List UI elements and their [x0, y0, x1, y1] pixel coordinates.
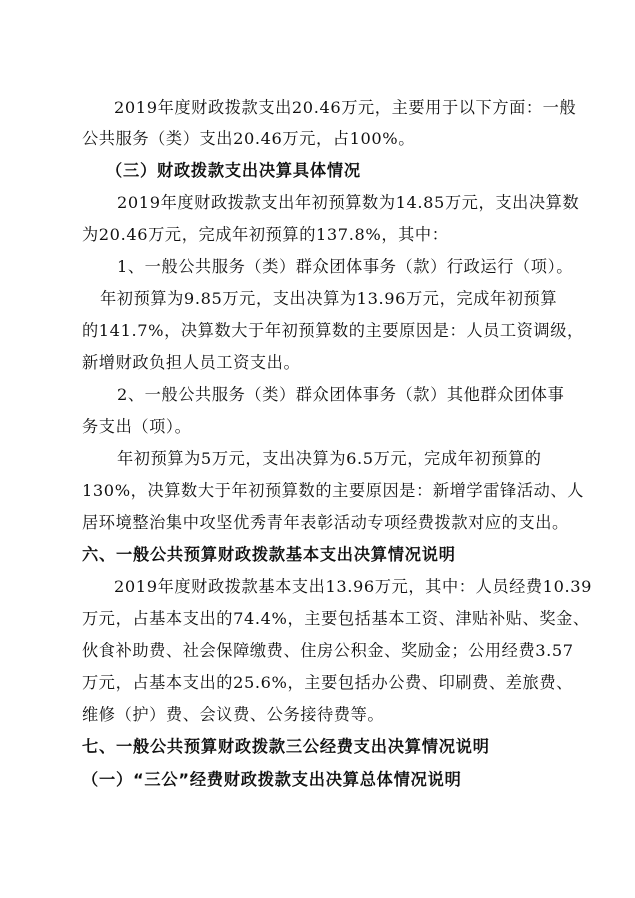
paragraph-line: 的141.7%，决算数大于年初预算数的主要原因是：人员工资调级， — [82, 321, 584, 340]
paragraph-line: 2019年度财政拨款基本支出13.96万元，其中：人员经费10.39 — [114, 577, 593, 596]
subsection-heading: （三）财政拨款支出决算具体情况 — [106, 161, 361, 180]
paragraph-line: 公共服务（类）支出20.46万元，占100%。 — [82, 129, 416, 148]
paragraph-line: 为20.46万元，完成年初预算的137.8%，其中： — [82, 225, 449, 244]
paragraph-line: 居环境整治集中攻坚优秀青年表彰活动专项经费拨款对应的支出。 — [82, 513, 569, 532]
paragraph-line: 务支出（项）。 — [82, 417, 192, 436]
section-heading: 七、一般公共预算财政拨款三公经费支出决算情况说明 — [82, 737, 490, 756]
subsection-heading: （一）“三公”经费财政拨款支出决算总体情况说明 — [82, 770, 462, 789]
section-heading: 六、一般公共预算财政拨款基本支出决算情况说明 — [82, 545, 456, 564]
paragraph-line: 维修（护）费、会议费、公务接待费等。 — [82, 705, 385, 724]
paragraph-line: 1、一般公共服务（类）群众团体事务（款）行政运行（项）。 — [117, 257, 574, 276]
paragraph-line: 伙食补助费、社会保障缴费、住房公积金、奖励金；公用经费3.57 — [82, 641, 574, 660]
paragraph-line: 新增财政负担人员工资支出。 — [82, 353, 301, 372]
paragraph-line: 2019年度财政拨款支出年初预算数为14.85万元，支出决算数 — [117, 193, 580, 212]
paragraph-line: 万元，占基本支出的74.4%，主要包括基本工资、津贴补贴、奖金、 — [82, 609, 590, 628]
paragraph-line: 年初预算为5万元，支出决算为6.5万元，完成年初预算的 — [117, 449, 542, 468]
paragraph-line: 年初预算为9.85万元，支出决算为13.96万元，完成年初预算 — [100, 289, 558, 308]
paragraph-line: 2019年度财政拨款支出20.46万元，主要用于以下方面：一般 — [114, 98, 577, 117]
paragraph-line: 2、一般公共服务（类）群众团体事务（款）其他群众团体事 — [117, 385, 565, 404]
paragraph-line: 万元，占基本支出的25.6%，主要包括办公费、印刷费、差旅费、 — [82, 673, 573, 692]
paragraph-line: 130%，决算数大于年初预算数的主要原因是：新增学雷锋活动、人 — [82, 481, 584, 500]
